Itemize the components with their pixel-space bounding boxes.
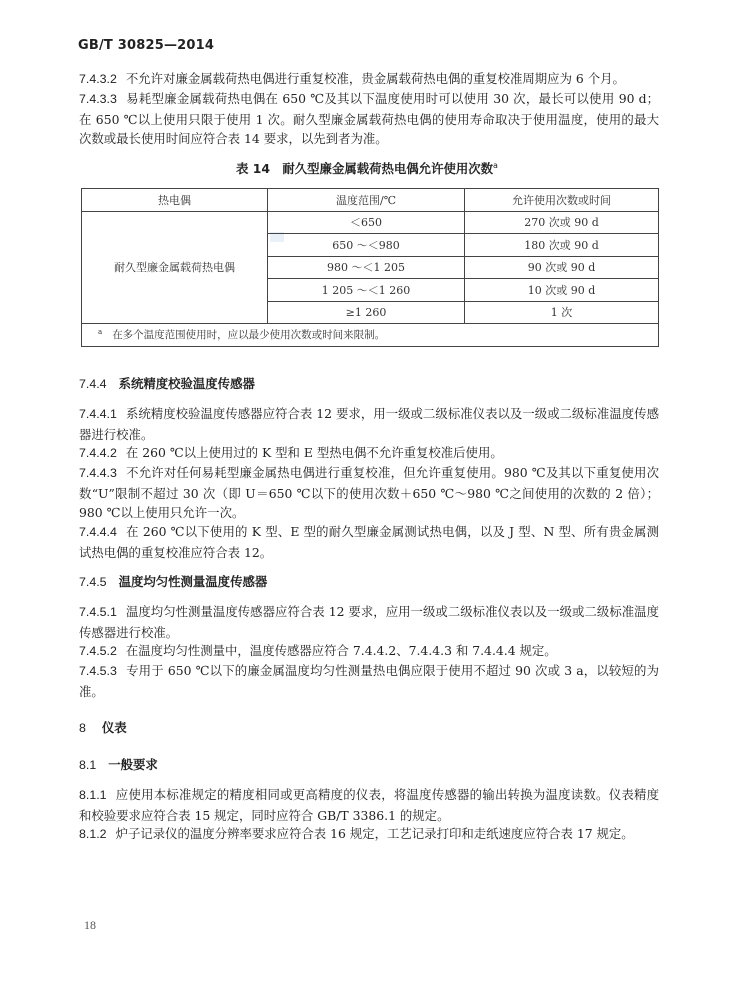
limit-cell: 180 次或 90 d [465,234,659,257]
range-cell: ＜650 [268,211,465,234]
note-text: 在多个温度范围使用时，应以最少使用次数或时间来限制。 [112,329,386,342]
clause-number: 7.4.4.1 [79,407,117,421]
table-note-row [82,324,659,347]
section-title: 温度均匀性测量温度传感器 [118,574,268,589]
header-temperature-range: 温度范围/℃ [268,189,465,212]
clause-number: 7.4.3.2 [79,72,117,86]
clause-number: 8.1.1 [79,788,107,802]
clause-text: 在温度均匀性测量中，温度传感器应符合 7.4.4.2、7.4.4.3 和 7.4.4.4 规定。 [125,643,557,658]
clause-text: 易耗型廉金属载荷热电偶在 650 ℃及其以下温度使用时可以使用 30 次，最长可以使用 90 d；在 650 ℃以上使用只限于使用 1 次。耐久型廉金属载荷热电偶的使用寿命取决于使用温度，使用的最大次数或最长使用时间应符合表 14 要求，以先到者为准。 [79,91,659,146]
page-number: 18 [84,918,96,932]
clause-text: 应使用本标准规定的精度相同或更高精度的仪表，将温度传感器的输出转换为温度读数。仪表精度和校验要求应符合表 15 规定，同时应符合 GB/T 3386.1 的规定。 [79,787,659,823]
clause-number: 7.4.3.3 [79,92,117,106]
header-thermocouple: 热电偶 [82,189,268,212]
paragraph-7-4-5-1 [79,602,659,642]
table-note [82,324,659,347]
limit-cell: 10 次或 90 d [465,279,659,302]
section-8-1 [79,755,158,773]
standard-header: GB/T 30825—2014 [78,38,215,53]
section-8 [79,718,127,736]
clause-text: 在 260 ℃以下使用的 K 型、E 型的耐久型廉金属测试热电偶，以及 J 型、N 型、所有贵金属测试热电偶的重复校准应符合表 12。 [79,524,659,560]
paragraph-7-4-4-1 [79,404,659,444]
section-7-4-5 [79,572,267,590]
note-mark: a [98,327,103,336]
clause-text: 专用于 650 ℃以下的廉金属温度均匀性测量热电偶应限于使用不超过 90 次或 3 a，以较短的为准。 [79,663,659,699]
limit-cell: 270 次或 90 d [465,211,659,234]
range-cell: ≥1 260 [268,301,465,324]
limit-cell: 1 次 [465,301,659,324]
section-title: 仪表 [101,720,127,735]
table-title-text: 表 14 耐久型廉金属载荷热电偶允许使用次数 [236,161,494,176]
section-number: 8 [79,721,86,735]
clause-number: 7.4.4.2 [79,446,117,460]
clause-number: 7.4.5.3 [79,664,117,678]
table-header-row [82,189,659,212]
paragraph-7-4-4-4 [79,522,659,562]
paragraph-7-4-3-2 [79,69,659,90]
clause-text: 在 260 ℃以上使用过的 K 型和 E 型热电偶不允许重复校准后使用。 [125,445,503,460]
range-cell: 650 ～＜980 [268,234,465,257]
clause-number: 7.4.4.4 [79,525,117,539]
range-cell: 1 205 ～＜1 260 [268,279,465,302]
clause-number: 7.4.5.1 [79,605,117,619]
paragraph-7-4-3-3 [79,89,659,149]
clause-text: 不允许对任何易耗型廉金属热电偶进行重复校准，但允许重复使用。980 ℃及其以下重复使用次数“U”限制不超过 30 次（即 U＝650 ℃以下的使用次数＋650 ℃～980 ℃之间使用的次数的 2 倍）；980 ℃以上使用只允许一次。 [79,465,659,520]
paragraph-7-4-5-2 [79,641,659,662]
header-allowed-uses: 允许使用次数或时间 [465,189,659,212]
section-7-4-4 [79,374,255,392]
table-14-title [0,159,734,177]
paragraph-8-1-1 [79,785,659,825]
paragraph-7-4-5-3 [79,661,659,701]
paragraph-8-1-2 [79,824,659,845]
limit-cell: 90 次或 90 d [465,256,659,279]
clause-text: 炉子记录仪的温度分辨率要求应符合表 16 规定，工艺记录打印和走纸速度应符合表 17 规定。 [115,826,634,841]
section-number: 7.4.4 [79,377,107,391]
clause-number: 7.4.5.2 [79,644,117,658]
paragraph-7-4-4-3 [79,463,659,523]
table-14 [81,188,659,347]
clause-text: 温度均匀性测量温度传感器应符合表 12 要求，应用一级或二级标准仪表以及一级或二级标准温度传感器进行校准。 [79,604,659,640]
section-title: 系统精度校验温度传感器 [118,376,255,391]
paragraph-7-4-4-2 [79,443,659,464]
table-row [82,211,659,234]
table-title-footnote-mark: a [493,160,498,170]
clause-text: 不允许对廉金属载荷热电偶进行重复校准，贵金属载荷热电偶的重复校准周期应为 6 个月。 [125,71,625,86]
section-number: 7.4.5 [79,575,107,589]
clause-number: 7.4.4.3 [79,466,117,480]
thermocouple-type-cell: 耐久型廉金属载荷热电偶 [82,211,268,324]
clause-text: 系统精度校验温度传感器应符合表 12 要求，用一级或二级标准仪表以及一级或二级标准温度传感器进行校准。 [79,406,659,442]
range-cell: 980 ～＜1 205 [268,256,465,279]
clause-number: 8.1.2 [79,827,107,841]
section-number: 8.1 [79,758,97,772]
section-title: 一般要求 [108,757,158,772]
